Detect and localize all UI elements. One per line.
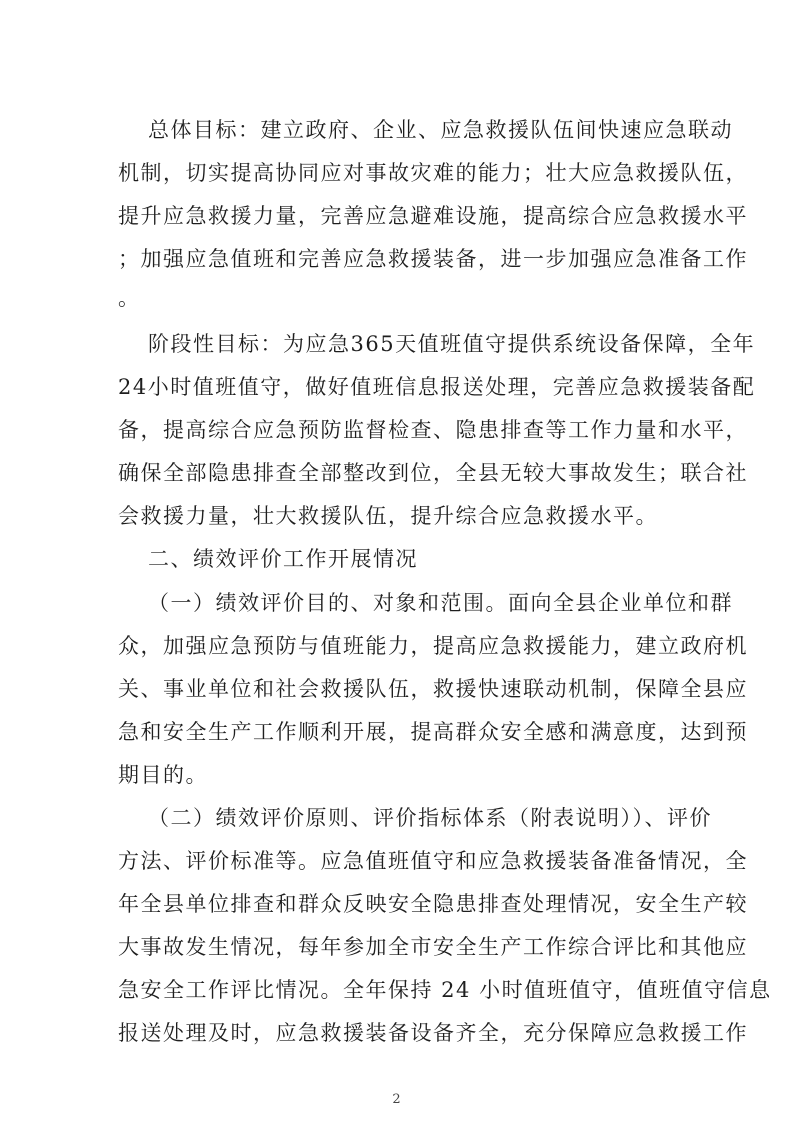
overall-goal-line-2: 机制，切实提高协同应对事故灾难的能力；壮大应急救援队伍， (118, 161, 748, 185)
phase-goal-line-1: 阶段性目标：为应急365天值班值守提供系统设备保障，全年 (148, 332, 756, 356)
overall-goal-line-5: 。 (118, 286, 141, 310)
evaluation-purpose-line-3: 关、事业单位和社会救援队伍，救援快速联动机制，保障全县应 (118, 677, 748, 701)
evaluation-principles-line-1: （二）绩效评价原则、评价指标体系（附表说明））、评价 (148, 806, 712, 830)
page-number: 2 (392, 1092, 401, 1107)
evaluation-principles-line-6: 报送处理及时，应急救援装备设备齐全，充分保障应急救援工作 (118, 1021, 748, 1045)
evaluation-purpose-line-2: 众，加强应急预防与值班能力，提高应急救援能力，建立政府机 (118, 634, 748, 658)
evaluation-purpose-line-4: 急和安全生产工作顺利开展，提高群众安全感和满意度，达到预 (118, 720, 748, 744)
section-two-heading: 二、绩效评价工作开展情况 (148, 547, 418, 571)
overall-goal-line-1: 总体目标：建立政府、企业、应急救援队伍间快速应急联动 (148, 118, 733, 142)
phase-goal-line-5: 会救援力量，壮大救援队伍，提升综合应急救援水平。 (118, 504, 658, 528)
evaluation-principles-line-4: 大事故发生情况，每年参加全市安全生产工作综合评比和其他应 (118, 935, 748, 959)
evaluation-purpose-line-1: （一）绩效评价目的、对象和范围。面向全县企业单位和群 (148, 591, 733, 615)
evaluation-principles-line-3: 年全县单位排查和群众反映安全隐患排查处理情况，安全生产较 (118, 892, 748, 916)
phase-goal-line-4: 确保全部隐患排查全部整改到位，全县无较大事故发生；联合社 (118, 461, 748, 485)
evaluation-purpose-line-5: 期目的。 (118, 763, 208, 787)
phase-goal-line-3: 备，提高综合应急预防监督检查、隐患排查等工作力量和水平， (118, 418, 748, 442)
evaluation-principles-line-2: 方法、评价标准等。应急值班值守和应急救援装备准备情况，全 (118, 849, 748, 873)
phase-goal-line-2: 24小时值班值守，做好值班信息报送处理，完善应急救援装备配 (118, 375, 756, 399)
overall-goal-line-4: ；加强应急值班和完善应急救援装备，进一步加强应急准备工作 (118, 247, 748, 271)
evaluation-principles-line-5: 急安全工作评比情况。全年保持 24 小时值班值守，值班值守信息 (118, 978, 772, 1002)
overall-goal-line-3: 提升应急救援力量，完善应急避难设施，提高综合应急救援水平 (118, 204, 748, 228)
